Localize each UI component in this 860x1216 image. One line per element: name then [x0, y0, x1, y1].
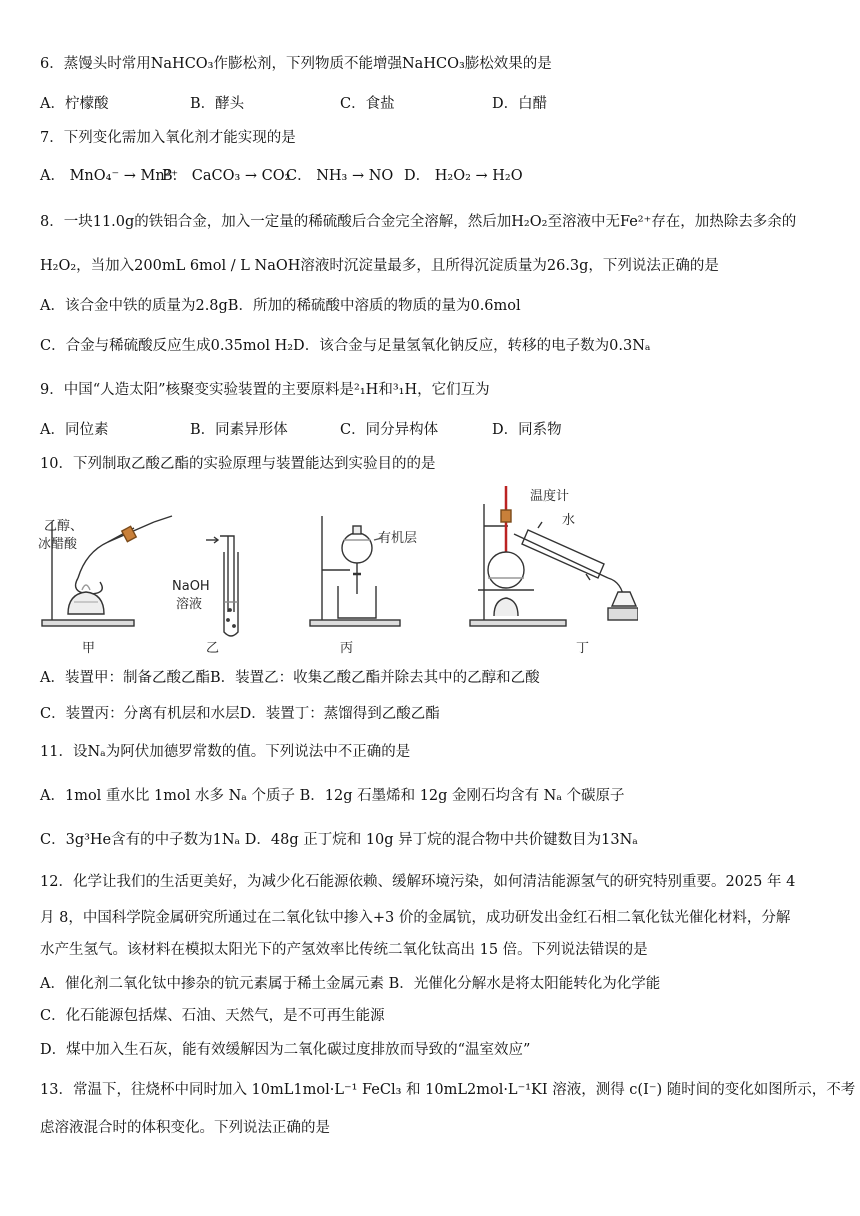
apparatus-yi [206, 536, 238, 636]
q6-stem: 6．蒸馒头时常用NaHCO₃作膨松剂，下列物质不能增强NaHCO₃膨松效果的是 [40, 56, 552, 72]
q9-stem: 9．中国“人造太阳”核聚变实验装置的主要原料是²₁H和³₁H，它们互为 [40, 382, 490, 398]
q10-stem: 10．下列制取乙酸乙酯的实验原理与装置能达到实验目的的是 [40, 456, 436, 472]
q6-option-a: A．柠檬酸 [40, 96, 109, 112]
q12-stem-line1: 12．化学让我们的生活更美好，为减少化石能源依赖、缓解环境污染，如何清洁能源氢气的研究特别重要。2025 年 4 [40, 874, 796, 890]
q8-stem-line1: 8．一块11.0g的铁铝合金，加入一定量的稀硫酸后合金完全溶解，然后加H₂O₂至溶液中无Fe²⁺存在，加热除去多余的 [40, 214, 797, 230]
label-solution: 溶液 [176, 597, 203, 612]
q13-stem-line2: 虑溶液混合时的体积变化。下列说法正确的是 [40, 1120, 330, 1136]
q12-option-c: C．化石能源包括煤、石油、天然气，是不可再生能源 [40, 1008, 385, 1024]
label-naoh: NaOH [172, 579, 210, 594]
apparatus-ding [470, 486, 638, 626]
caption-bing: 丙 [340, 641, 354, 656]
q6-option-b: B．酵头 [190, 96, 245, 112]
q10-options-ab: A．装置甲：制备乙酸乙酯B．装置乙：收集乙酸乙酯并除去其中的乙醇和乙酸 [40, 670, 540, 686]
q7-option-b: B． CaCO₃ → CO₂ [162, 168, 291, 184]
label-water: 水 [562, 513, 576, 528]
q12-options-ab: A．催化剂二氧化钛中掺杂的钪元素属于稀土金属元素 B．光催化分解水是将太阳能转化为化学能 [40, 976, 661, 992]
q6-option-d: D．白醋 [492, 96, 548, 112]
q11-options-ab: A．1mol 重水比 1mol 水多 Nₐ 个质子 B．12g 石墨烯和 12g 金刚石均含有 Nₐ 个碳原子 [40, 788, 625, 804]
q8-options-cd: C．合金与稀硫酸反应生成0.35mol H₂D．该合金与足量氢氧化钠反应，转移的电子数为0.3Nₐ [40, 338, 651, 354]
q12-stem-line3: 水产生氢气。该材料在模拟太阳光下的产氢效率比传统二氧化钛高出 15 倍。下列说法错误的是 [40, 942, 648, 958]
caption-ding: 丁 [576, 641, 590, 656]
q9-option-a: A．同位素 [40, 422, 109, 438]
q12-stem-line2: 月 8，中国科学院金属研究所通过在二氧化钛中掺入+3 价的金属钪，成功研发出金红石相二氧化钛光催化材料，分解 [40, 910, 791, 926]
caption-yi: 乙 [206, 641, 220, 656]
q13-stem-line1: 13．常温下，往烧杯中同时加入 10mL1mol·L⁻¹ FeCl₃ 和 10mL2mol·L⁻¹KI 溶液，测得 c(I⁻) 随时间的变化如图所示，不考 [40, 1082, 856, 1098]
label-acetic-acid: 冰醋酸 [38, 537, 78, 552]
label-thermometer: 温度计 [530, 489, 570, 504]
q11-options-cd: C．3g³He含有的中子数为1Nₐ D．48g 正丁烷和 10g 异丁烷的混合物中共价键数目为13Nₐ [40, 832, 638, 848]
q6-option-c: C．食盐 [340, 96, 395, 112]
q10-options-cd: C．装置丙：分离有机层和水层D．装置丁：蒸馏得到乙酸乙酯 [40, 706, 440, 722]
caption-jia: 甲 [82, 641, 96, 656]
q7-stem: 7．下列变化需加入氧化剂才能实现的是 [40, 130, 296, 146]
q11-stem: 11．设Nₐ为阿伏加德罗常数的值。下列说法中不正确的是 [40, 744, 411, 760]
q9-option-c: C．同分异构体 [340, 422, 439, 438]
label-ethanol: 乙醇、 [44, 519, 84, 534]
q9-option-d: D．同系物 [492, 422, 562, 438]
q7-option-a: A． MnO₄⁻ → Mn²⁺ [40, 168, 179, 184]
q10-apparatus-figure [38, 482, 638, 658]
q7-option-d: D． H₂O₂ → H₂O [404, 168, 523, 184]
q12-option-d: D．煤中加入生石灰，能有效缓解因为二氧化碳过度排放而导致的“温室效应” [40, 1042, 531, 1058]
q8-options-ab: A．该合金中铁的质量为2.8gB．所加的稀硫酸中溶质的物质的量为0.6mol [40, 298, 521, 314]
q7-option-c: C． NH₃ → NO [286, 168, 394, 184]
q8-stem-line2: H₂O₂，当加入200mL 6mol / L NaOH溶液时沉淀量最多，且所得沉淀质量为26.3g，下列说法正确的是 [40, 258, 719, 274]
label-organic-layer: 有机层 [378, 531, 418, 546]
q9-option-b: B．同素异形体 [190, 422, 288, 438]
